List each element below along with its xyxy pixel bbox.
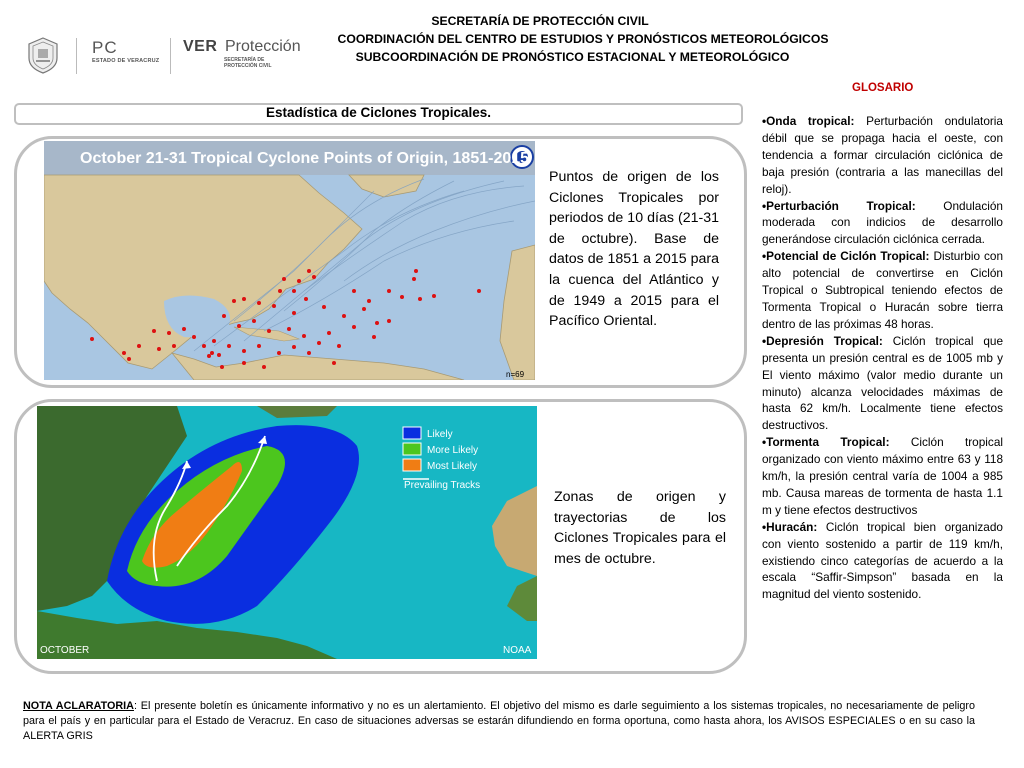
header-line-2: COORDINACIÓN DEL CENTRO DE ESTUDIOS Y PRONÓSTICOS METEOROLÓGICOS: [337, 32, 829, 46]
section-title: Estadística de Ciclones Tropicales.: [265, 105, 492, 120]
glossary-term: •Perturbación Tropical:: [762, 198, 916, 213]
glossary-term: •Onda tropical:: [762, 114, 855, 128]
glossary-definition: Ciclón tropical bien organizado con viento sostenido a partir de 119 km/h, existiendo cinco categorías de acuerdo a la escala “Saffir-Simpson” basada en la magnitud del viento sostenido.: [762, 519, 1003, 602]
legend-label-prevailing-tracks: Prevailing Tracks: [404, 480, 481, 491]
glossary-definition: Ciclón tropical que presenta un presión central es de 1005 mb y El viento máximo (valor medio durante un minuto) alcanza velocidades máximas de hasta 62 km/h. Localmente tiene efectos destructivos.: [762, 333, 1004, 433]
glossary-definition: Ciclón tropical organizado con viento máximo entre 63 y 118 km/h, la presión central varía de 1004 a 985 mb. Causa mareas de tormenta de hasta 1.1 m y tiene efectos destructivos: [762, 435, 1003, 517]
pc-logo-subtitle: ESTADO DE VERACRUZ: [92, 58, 160, 64]
map-month-label: OCTOBER: [40, 645, 90, 656]
logo-divider: [170, 38, 171, 74]
glossary-entry: [762, 333, 1003, 434]
glossary-entry: [762, 113, 1003, 198]
disclaimer-label: NOTA ACLARATORIA: [23, 700, 134, 712]
glossary-title: GLOSARIO: [852, 82, 914, 94]
disclaimer-note: [23, 699, 975, 744]
header-line-1: SECRETARÍA DE PROTECCIÓN CIVIL: [431, 14, 649, 28]
pc-logo-title: PC: [92, 38, 118, 57]
origin-zones-map: [37, 406, 537, 659]
legend-swatch-most-likely: [403, 459, 421, 471]
ver-logo-text: VER: [183, 38, 218, 55]
map-source-label: NOAA: [503, 645, 532, 656]
panel1-description: Puntos de origen de los Ciclones Tropicales por periodos de 10 días (21-31 de octubre). Base de datos de 1851 a 2015 para la cuenca del Atlántico y de 1949 a 2015 para el Pacífico Oriental.: [549, 169, 719, 330]
proteccion-logo-text: Protección: [225, 38, 301, 55]
glossary-term: •Potencial de Ciclón Tropical:: [762, 249, 930, 264]
glossary-term: •Tormenta Tropical:: [762, 435, 890, 450]
glossary-term: •Depresión Tropical:: [762, 333, 883, 348]
disclaimer-text: : El presente boletín es únicamente informativo y no es un alertamiento. El objetivo del mismo es darle seguimiento a los sistemas tropicales, no necesariamente de peligro para el país y en particular para el Estado de Veracruz. En caso de situaciones adversas se estarán difundiendo en forma oportuna, como hasta ahora, los AVISOS ESPECIALES o en su caso la ALERTA GRIS: [23, 700, 976, 742]
glossary-definition: Ondulación moderada con indicios de desarrollo generándose circulación ciclónica cerrada.: [762, 198, 1003, 247]
glossary-entry: [762, 519, 1003, 604]
points-of-origin-map: [44, 141, 535, 380]
glossary-definition: Disturbio con alto potencial de convertirse en Ciclón Tropical o Subtropical teniendo efectos de Tormenta Tropical o Huracán sobre tierra dentro de las próximas 48 horas.: [762, 249, 1004, 331]
panel2-description: Zonas de origen y trayectorias de los Ciclones Tropicales para el mes de octubre.: [554, 489, 726, 567]
logo-divider: [76, 38, 77, 74]
glossary-entry: [762, 434, 1003, 519]
ver-logo-subtitle: SECRETARÍA DE PROTECCIÓN CIVIL: [224, 57, 272, 69]
legend-label-most-likely: Most Likely: [427, 461, 478, 472]
legend-swatch-likely: [403, 427, 421, 439]
veracruz-seal-icon: [26, 36, 60, 74]
legend-label-likely: Likely: [427, 429, 453, 440]
header-line-3: SUBCOORDINACIÓN DE PRONÓSTICO ESTACIONAL Y METEOROLÓGICO: [355, 50, 790, 64]
legend-swatch-more-likely: [403, 443, 421, 455]
legend-label-more-likely: More Likely: [427, 445, 479, 456]
glossary-entry: [762, 248, 1003, 333]
glossary-entry: [762, 198, 1003, 249]
map-count-label: n=69: [506, 370, 525, 379]
glossary-definition: Perturbación ondulatoria débil que se propaga hacia el oeste, con tendencia a formar circulación ciclónica de baja presión (contraria a las manecillas del reloj).: [762, 114, 1003, 196]
glossary-list: [762, 113, 1003, 603]
map-title: October 21-31 Tropical Cyclone Points of Origin, 1851-2015: [80, 150, 530, 167]
glossary-term: •Huracán:: [762, 519, 818, 534]
